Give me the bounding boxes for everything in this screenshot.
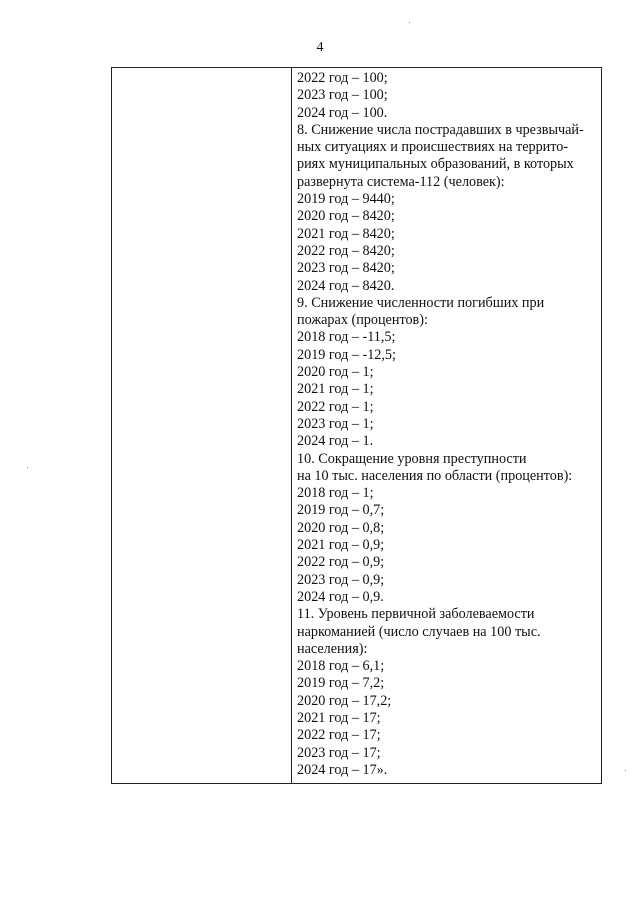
table-line: 2023 год – 8420; [297,260,395,277]
table-line: развернута система-112 (человек): [297,173,505,190]
table-line: 10. Сокращение уровня преступности [297,450,527,467]
scan-speck [409,22,410,23]
table-line: 2019 год – 0,7; [297,502,385,519]
table-line: 2020 год – 0,8; [297,519,385,536]
table-line: 11. Уровень первичной заболеваемости [297,606,535,623]
table-line: 8. Снижение числа пострадавших в чрезвычай- [297,121,584,138]
table-right-column [292,68,601,783]
table-line: 2020 год – 8420; [297,208,395,225]
document-table [111,67,602,784]
table-line: наркоманией (число случаев на 100 тыс. [297,623,541,640]
table-line: 2018 год – 1; [297,485,374,502]
scan-speck [27,467,28,468]
table-line: 9. Снижение численности погибших при [297,294,545,311]
table-line: 2021 год – 8420; [297,225,395,242]
table-line: 2024 год – 100. [297,104,388,121]
table-line: 2020 год – 17,2; [297,692,392,709]
table-line: ных ситуациях и происшествиях на террито- [297,139,569,156]
table-line: риях муниципальных образований, в которых [297,156,574,173]
table-line: 2019 год – -12,5; [297,346,396,363]
table-line: 2022 год – 100; [297,70,388,86]
table-line: на 10 тыс. населения по области (процентов): [297,467,573,484]
table-line: 2021 год – 1; [297,381,374,398]
table-line: 2022 год – 17; [297,727,381,744]
table-line: 2024 год – 0,9. [297,588,384,605]
scan-speck [625,770,626,771]
table-line: 2019 год – 9440; [297,191,395,208]
table-line: 2023 год – 0,9; [297,571,385,588]
table-line: 2022 год – 0,9; [297,554,385,571]
table-line: 2021 год – 17; [297,709,381,726]
table-line: 2019 год – 7,2; [297,675,385,692]
table-line: 2024 год – 17». [297,761,388,778]
table-line: 2020 год – 1; [297,364,374,381]
table-line: 2018 год – 6,1; [297,658,385,675]
table-line: 2023 год – 100; [297,87,388,104]
table-line: 2024 год – 1. [297,433,374,450]
table-line: 2023 год – 1; [297,415,374,432]
table-line: 2022 год – 1; [297,398,374,415]
table-line: 2024 год – 8420. [297,277,395,294]
table-left-column [112,68,292,783]
table-line: населения): [297,640,368,657]
table-line: 2021 год – 0,9; [297,537,385,554]
table-line: 2023 год – 17; [297,744,381,761]
page-number: 4 [316,40,324,55]
table-line: пожарах (процентов): [297,312,428,329]
table-line: 2018 год – -11,5; [297,329,396,346]
table-line: 2022 год – 8420; [297,242,395,259]
